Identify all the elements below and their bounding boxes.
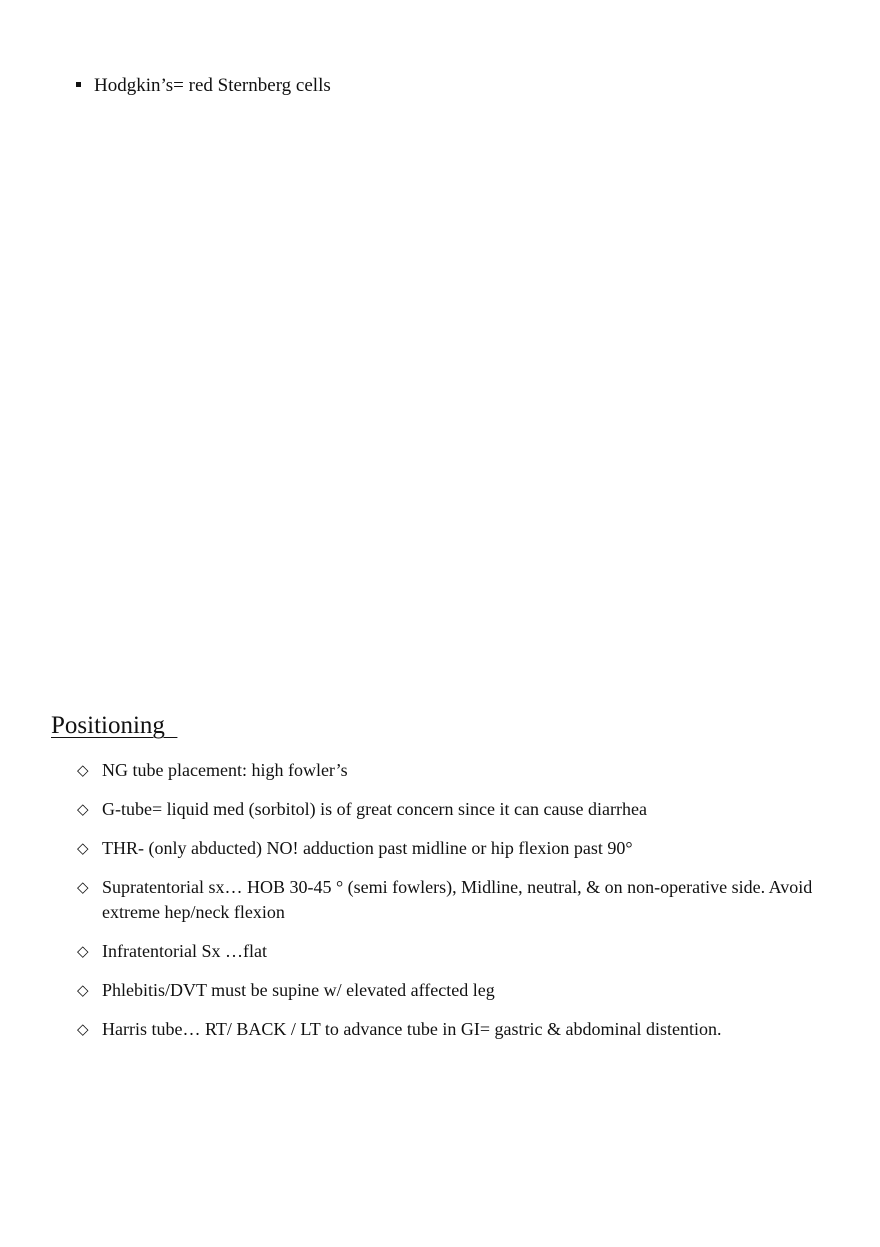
diamond-bullet-icon: ◇ bbox=[77, 761, 89, 779]
list-item-text: Harris tube… RT/ BACK / LT to advance tube in GI= gastric & abdominal distention. bbox=[102, 1018, 722, 1039]
list-item-infratentorial bbox=[77, 939, 837, 964]
square-bullet-icon bbox=[76, 82, 81, 87]
diamond-bullet-icon: ◇ bbox=[77, 1019, 89, 1038]
list-item-text: NG tube placement: high fowler’s bbox=[102, 760, 348, 780]
list-item-text: G-tube= liquid med (sorbitol) is of great concern since it can cause diarrhea bbox=[102, 799, 647, 819]
positioning-list bbox=[77, 758, 837, 1056]
diamond-bullet-icon: ◇ bbox=[77, 839, 89, 857]
diamond-bullet-icon: ◇ bbox=[77, 878, 89, 896]
list-item-harris-tube bbox=[77, 1017, 837, 1042]
diamond-bullet-icon: ◇ bbox=[77, 980, 89, 999]
list-item-text: THR- (only abducted) NO! adduction past midline or hip flexion past 90° bbox=[102, 838, 633, 858]
list-item-ng-tube bbox=[77, 758, 837, 783]
diamond-bullet-icon: ◇ bbox=[77, 800, 89, 818]
list-item-text: Phlebitis/DVT must be supine w/ elevated affected leg bbox=[102, 979, 495, 1000]
diamond-bullet-icon: ◇ bbox=[77, 941, 89, 960]
list-item-thr bbox=[77, 836, 837, 861]
hodgkins-note bbox=[76, 74, 331, 98]
list-item-g-tube bbox=[77, 797, 837, 822]
positioning-heading: Positioning bbox=[51, 712, 178, 739]
list-item-phlebitis-dvt bbox=[77, 978, 837, 1003]
list-item-text: Supratentorial sx… HOB 30-45 ° (semi fowlers), Midline, neutral, & on non-operative side. Avoid extreme hep/neck flexion bbox=[102, 877, 813, 922]
list-item-supratentorial bbox=[77, 875, 837, 924]
hodgkins-note-text: Hodgkin’s= red Sternberg cells bbox=[94, 75, 331, 96]
list-item-text: Infratentorial Sx …flat bbox=[102, 940, 267, 961]
